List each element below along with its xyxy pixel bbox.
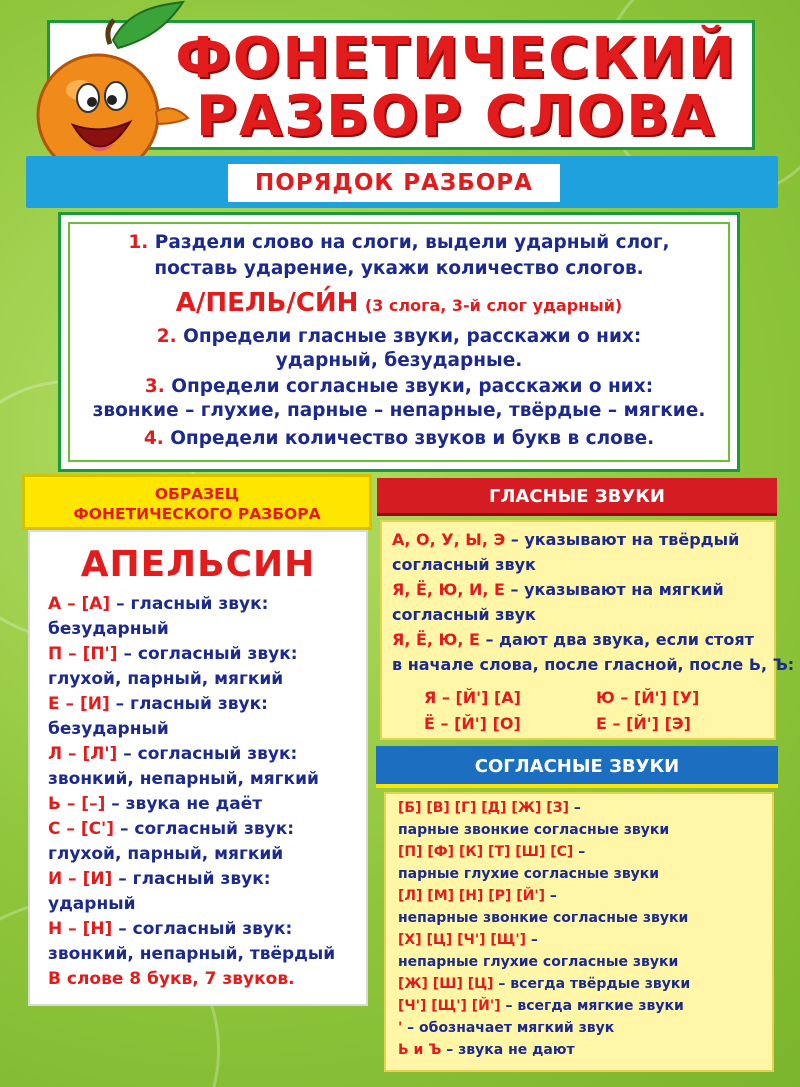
consonant-line <box>398 1042 575 1058</box>
sample-header <box>22 474 372 530</box>
vowel-pair-sound: [Й'] [О] <box>454 714 521 733</box>
step-4-number: 4. <box>143 428 164 449</box>
step-4-text: Определи количество звуков и букв в слове. <box>170 428 655 449</box>
sample-line <box>48 969 295 989</box>
consonant-line <box>398 844 585 860</box>
step-2-text-a: Определи гласные звуки, расскажи о них: <box>183 326 642 347</box>
vowel-pair-sound: [Й'] [Э] <box>626 714 691 733</box>
page-title-line-2: РАЗБОР СЛОВА <box>195 84 717 149</box>
sample-highlight: В слове 8 букв, 7 звуков. <box>48 969 295 989</box>
consonant-text: – всегда мягкие звуки <box>500 998 684 1014</box>
page-title-line-1: ФОНЕТИЧЕСКИЙ <box>175 26 737 91</box>
step-2-line-a <box>58 326 740 347</box>
consonant-text: – <box>573 844 586 860</box>
example-line <box>58 288 740 318</box>
sample-line <box>48 744 297 764</box>
step-3-text-a: Определи согласные звуки, расскажи о них: <box>171 376 654 397</box>
consonant-highlight: [Л] [М] [Н] [Р] [Й'] <box>398 888 546 904</box>
vowel-line <box>392 655 794 674</box>
consonant-text: непарные звонкие согласные звуки <box>398 910 689 926</box>
vowel-text: согласный звук <box>392 555 536 574</box>
sample-highlight: Н – [Н] <box>48 919 113 939</box>
vowel-pair-dash: – <box>614 688 634 707</box>
sample-line <box>48 894 135 914</box>
vowel-line <box>392 530 739 549</box>
sample-header-line-1: ОБРАЗЕЦ <box>154 485 240 503</box>
vowel-pair-sound: [Й'] [У] <box>633 688 700 707</box>
sample-line <box>48 794 262 814</box>
vowel-pair-dash: – <box>434 714 455 733</box>
sample-line <box>48 719 169 739</box>
sample-text: – гласный звук: <box>112 869 271 889</box>
vowel-pair-sound: [Й'] [А] <box>455 688 521 707</box>
step-1-text-b: поставь ударение, укажи количество слогов. <box>154 258 644 279</box>
consonant-line <box>398 822 669 838</box>
sample-highlight: Л – [Л'] <box>48 744 118 764</box>
step-3-line-a <box>58 376 740 397</box>
sample-text: – согласный звук: <box>114 819 295 839</box>
consonant-line <box>398 1020 614 1036</box>
consonant-line <box>398 976 690 992</box>
vowel-pair-letter: Е <box>596 714 607 733</box>
sample-line <box>48 869 271 889</box>
sample-text: безударный <box>48 719 169 739</box>
consonant-highlight: Ь и Ъ <box>398 1042 442 1058</box>
sample-line <box>48 669 283 689</box>
vowel-text: – указывают на твёрдый <box>505 530 740 549</box>
sample-text: – согласный звук: <box>117 644 298 664</box>
sample-header-line-2: ФОНЕТИЧЕСКОГО РАЗБОРА <box>73 505 321 523</box>
vowel-pair-dash: – <box>436 688 456 707</box>
consonant-text: – обозначает мягкий звук <box>402 1020 615 1036</box>
example-note: (3 слога, 3-й слог ударный) <box>364 296 623 315</box>
vowel-text: – дают два звука, если стоят <box>479 630 754 649</box>
consonant-line <box>398 888 557 904</box>
consonant-text: парные звонкие согласные звуки <box>398 822 670 838</box>
sample-line <box>48 844 283 864</box>
sample-text: – гласный звук: <box>109 694 268 714</box>
vowel-pair <box>596 714 691 733</box>
vowel-line <box>392 555 536 574</box>
consonant-highlight: [Б] [В] [Г] [Д] [Ж] [З] <box>398 800 569 816</box>
vowel-line <box>392 630 754 649</box>
vowels-header: ГЛАСНЫЕ ЗВУКИ <box>377 478 777 516</box>
consonant-text: непарные глухие согласные звуки <box>398 954 679 970</box>
vowel-text: согласный звук <box>392 605 536 624</box>
sample-text: – гласный звук: <box>110 594 269 614</box>
vowel-line <box>392 580 724 599</box>
sample-line <box>48 644 298 664</box>
step-4-line <box>58 428 740 449</box>
sample-line <box>48 594 268 614</box>
vowel-pair <box>424 688 521 707</box>
vowel-highlight: Я, Ё, Ю, Е <box>392 630 480 649</box>
sample-line <box>48 694 268 714</box>
consonant-line <box>398 932 538 948</box>
sample-text: – звука не даёт <box>105 794 263 814</box>
vowel-pair <box>596 688 699 707</box>
consonant-highlight: [П] [Ф] [К] [Т] [Ш] [С] <box>398 844 574 860</box>
sample-highlight: И – [И] <box>48 869 113 889</box>
consonant-highlight: [Х] [Ц] [Ч'] [Щ'] <box>398 932 527 948</box>
consonant-text: парные глухие согласные звуки <box>398 866 660 882</box>
step-3-text-b: звонкие – глухие, парные – непарные, твёрдые – мягкие. <box>92 400 706 421</box>
sample-word: АПЕЛЬСИН <box>80 544 316 585</box>
sample-text: – согласный звук: <box>117 744 298 764</box>
consonants-header: СОГЛАСНЫЕ ЗВУКИ <box>376 746 778 788</box>
vowel-line <box>392 605 536 624</box>
consonant-line <box>398 998 684 1014</box>
consonant-line <box>398 910 688 926</box>
vowel-pair-dash: – <box>606 714 627 733</box>
consonant-text: – <box>568 800 581 816</box>
consonant-text: – <box>545 888 557 904</box>
step-1-text-a: Раздели слово на слоги, выдели ударный слог, <box>154 232 670 253</box>
sample-highlight: Ь – [–] <box>48 794 106 814</box>
sample-text: звонкий, непарный, мягкий <box>48 769 319 789</box>
consonant-highlight: [Ж] [Ш] [Ц] <box>398 976 494 992</box>
vowel-text: – указывают на мягкий <box>504 580 724 599</box>
sample-text: звонкий, непарный, твёрдый <box>48 944 336 964</box>
consonant-text: – звука не дают <box>441 1042 575 1058</box>
example-word: А/ПЕЛЬ/СИ́Н <box>175 288 359 318</box>
vowel-pair-letter: Ю <box>596 688 615 707</box>
sample-line <box>48 619 169 639</box>
sample-highlight: А – [А] <box>48 594 111 614</box>
sample-highlight: Е – [И] <box>48 694 110 714</box>
vowel-text: в начале слова, после гласной, после Ь, Ъ: <box>392 655 795 674</box>
step-2-number: 2. <box>156 326 177 347</box>
sample-text: безударный <box>48 619 169 639</box>
sample-line <box>48 819 294 839</box>
vowel-pair-letter: Я <box>424 688 437 707</box>
consonant-highlight: [Ч'] [Щ'] [Й'] <box>398 998 501 1014</box>
consonant-line <box>398 866 659 882</box>
consonant-text: – всегда твёрдые звуки <box>493 976 691 992</box>
sample-highlight: П – [П'] <box>48 644 118 664</box>
sample-line <box>48 944 335 964</box>
order-banner-label: ПОРЯДОК РАЗБОРА <box>228 164 560 202</box>
vowel-highlight: Я, Ё, Ю, И, Е <box>392 580 505 599</box>
step-2-text-b: ударный, безударные. <box>275 350 523 371</box>
sample-text: глухой, парный, мягкий <box>48 844 284 864</box>
sample-line <box>48 769 319 789</box>
consonant-highlight: ' <box>398 1020 403 1036</box>
vowel-pair <box>424 714 521 733</box>
step-1-line-a <box>58 232 740 253</box>
vowel-highlight: А, О, У, Ы, Э <box>392 530 506 549</box>
consonant-text: – <box>526 932 538 948</box>
sample-text: глухой, парный, мягкий <box>48 669 284 689</box>
sample-line <box>48 919 292 939</box>
sample-text: ударный <box>48 894 136 914</box>
consonant-line <box>398 954 678 970</box>
sample-text: – согласный звук: <box>112 919 293 939</box>
consonant-line <box>398 800 581 816</box>
step-3-number: 3. <box>144 376 165 397</box>
vowel-pair-letter: Ё <box>424 714 435 733</box>
orange-mascot-icon <box>18 0 198 180</box>
sample-highlight: С – [С'] <box>48 819 115 839</box>
step-1-number: 1. <box>128 232 149 253</box>
